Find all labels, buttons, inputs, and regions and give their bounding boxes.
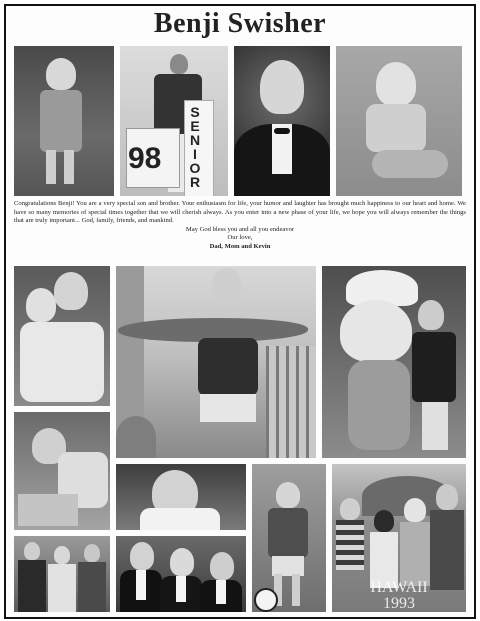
dedication-signature: Dad, Mom and Kevin bbox=[209, 242, 271, 250]
photo-boy-with-fish bbox=[116, 266, 316, 458]
dedication-paragraph: Congratulations Benji! You are a very special son and brother. Your enthusiasm for life, your humor and laughter has brought much happiness to our heart and home. We have so many memories of special times together that we will cherish always. As you enter into a new phase of your life, we hope you will always remember the things that are truly important... God, family, friends, and mankind. bbox=[14, 200, 466, 225]
hawaii-caption: HAWAII bbox=[370, 579, 428, 596]
photo-boys-in-tuxedos bbox=[116, 536, 246, 612]
photo-senior-with-sign bbox=[120, 46, 228, 196]
photo-siblings-hug bbox=[14, 266, 110, 406]
photo-boy-with-easter-bunny bbox=[322, 266, 466, 458]
dedication-blessing: May God bless you and all you endeavor bbox=[185, 225, 295, 233]
photo-boy-with-soccer-ball bbox=[252, 464, 326, 612]
photo-group-in-winter bbox=[14, 536, 110, 612]
photo-toddler-sitting bbox=[336, 46, 462, 196]
yearbook-page bbox=[4, 4, 476, 619]
photo-toddler-at-table bbox=[14, 412, 110, 530]
photo-formal-portrait bbox=[234, 46, 330, 196]
jersey-number-text: 98 bbox=[128, 142, 162, 175]
photo-toddler-in-overalls bbox=[14, 46, 114, 196]
senior-sign-text: SENIOR bbox=[187, 104, 203, 188]
hawaii-year: 1993 bbox=[383, 595, 415, 612]
dedication-text bbox=[14, 200, 466, 252]
page-title: Benji Swisher bbox=[153, 8, 327, 39]
dedication-closing: Our love, bbox=[227, 234, 253, 242]
photo-child-close-up bbox=[116, 464, 246, 530]
photo-family-in-hawaii bbox=[332, 464, 466, 612]
